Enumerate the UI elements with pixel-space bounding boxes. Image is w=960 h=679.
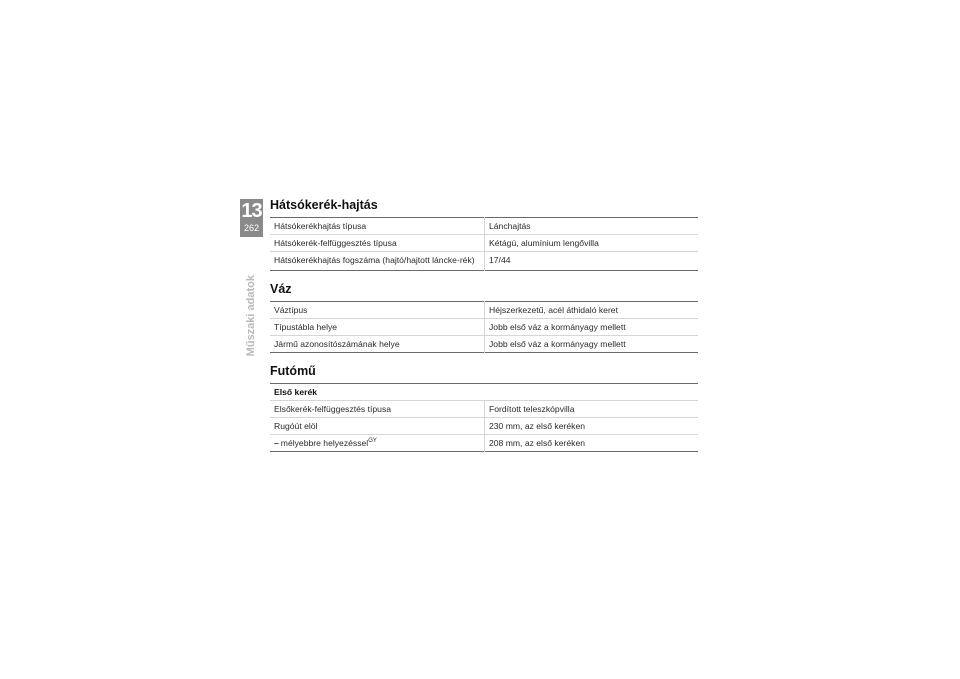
spec-value: Jobb első váz a kormányagy mellett	[485, 336, 699, 353]
spec-value: Héjszerkezetű, acél áthidaló keret	[485, 302, 699, 319]
chapter-title: Műszaki adatok	[245, 275, 257, 357]
spec-value: 208 mm, az első keréken	[485, 435, 699, 452]
table-row	[270, 302, 698, 319]
chapter-number: 13	[241, 200, 262, 222]
table-row	[270, 401, 698, 418]
spec-label-lowered	[270, 435, 485, 452]
option-marker: GY	[368, 438, 377, 444]
spec-value: Lánchajtás	[485, 218, 699, 235]
spec-label: Típustábla helye	[270, 319, 485, 336]
spec-value: Kétágú, alumínium lengővilla	[485, 235, 699, 252]
spec-table-rear-drive	[270, 217, 698, 271]
spec-label: Jármű azonosítószámának helye	[270, 336, 485, 353]
table-row	[270, 218, 698, 235]
page-content	[270, 197, 698, 462]
table-row	[270, 384, 698, 401]
spec-label: Hátsókerékhajtás típusa	[274, 221, 367, 231]
section-title: Váz	[270, 282, 292, 296]
spec-label: Hátsókerékhajtás fogszáma (hajtó/hajtott láncke-rék)	[270, 252, 485, 271]
table-subheading: Első kerék	[274, 387, 317, 397]
spec-value: 230 mm, az első keréken	[485, 418, 699, 435]
spec-table-frame	[270, 301, 698, 353]
spec-label: Hátsókerék-felfüggesztés típusa	[270, 235, 485, 252]
spec-value: Fordított teleszkópvilla	[485, 401, 699, 418]
section-title: Futómű	[270, 364, 316, 378]
section-rear-drive	[270, 197, 698, 271]
table-row	[270, 235, 698, 252]
section-suspension	[270, 363, 698, 452]
table-row	[270, 418, 698, 435]
spec-label: Elsőkerék-felfüggesztés típusa	[270, 401, 485, 418]
dash-marker: –	[274, 438, 279, 448]
table-row	[270, 435, 698, 452]
page-number: 262	[243, 223, 260, 233]
section-frame	[270, 281, 698, 353]
table-row	[270, 336, 698, 353]
spec-value: Jobb első váz a kormányagy mellett	[485, 319, 699, 336]
spec-value: 17/44	[485, 252, 699, 271]
table-row	[270, 319, 698, 336]
table-row	[270, 252, 698, 271]
chapter-tab	[240, 199, 263, 237]
spec-table-suspension	[270, 383, 698, 452]
section-title: Hátsókerék-hajtás	[270, 198, 378, 212]
spec-label: Rugóút elöl	[270, 418, 485, 435]
spec-label: mélyebbre helyezéssel	[280, 438, 369, 448]
spec-label: Váztípus	[274, 305, 308, 315]
